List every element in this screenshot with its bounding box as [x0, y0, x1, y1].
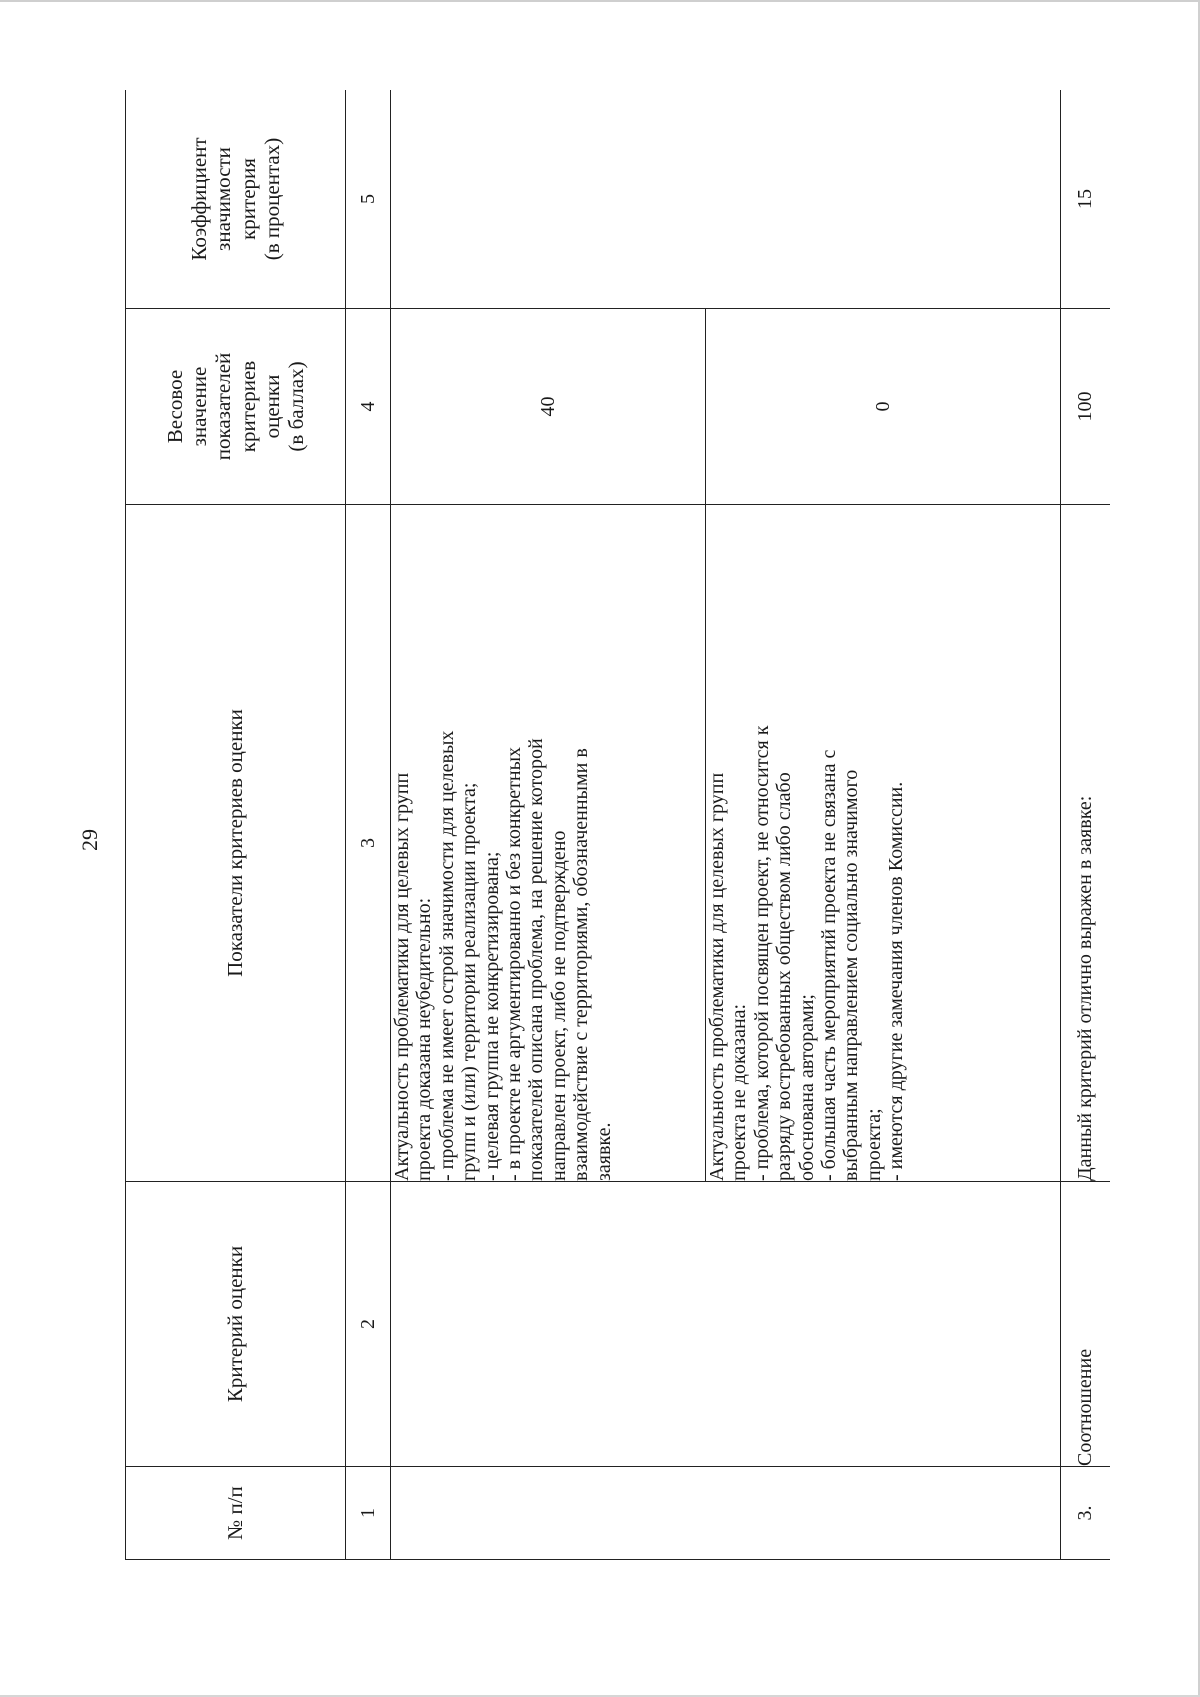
- page-number: 29: [77, 829, 102, 851]
- points-value: 40: [391, 309, 706, 505]
- column-number: 3: [346, 505, 391, 1182]
- header-indicators: Показатели критериев оценки: [126, 505, 346, 1182]
- rotated-table-frame: [125, 90, 1110, 1560]
- header-coefficient: Коэффициент значимости критерия (в процентах): [126, 90, 346, 309]
- column-number: 2: [346, 1182, 391, 1467]
- header-row: [126, 90, 346, 1560]
- points-value: 100: [1061, 309, 1111, 505]
- column-number: 1: [346, 1467, 391, 1560]
- column-number: 5: [346, 90, 391, 309]
- criterion-cell-empty: [391, 1182, 1061, 1467]
- indicator-description: Актуальность проблематики для целевых групп проекта не доказана: - проблема, которой посвящен проект, не относится к разряду востребованных обществом либо слабо обоснована авторами; - большая часть мероприятий проекта не связана с выбранным направлением социально значимого проекта; - имеются другие замечания членов Комиссии.: [706, 505, 1061, 1182]
- column-number: 4: [346, 309, 391, 505]
- header-weight: Весовое значение показателей критериев оценки (в баллах): [126, 309, 346, 505]
- indicator-description: Данный критерий отлично выражен в заявке:: [1061, 505, 1111, 1182]
- criteria-table: [125, 90, 1110, 1560]
- coefficient-cell-empty: [391, 90, 1061, 309]
- points-value: 0: [706, 309, 1061, 505]
- landscape-page: [125, 90, 1110, 1560]
- header-number: № п/п: [126, 1467, 346, 1560]
- number-cell-empty: [391, 1467, 1061, 1560]
- scan-edge-top: [0, 0, 1200, 2]
- indicator-description: Актуальность проблематики для целевых групп проекта доказана неубедительно: - проблема не имеет острой значимости для целевых групп и (или) территории реализации проекта; - целевая группа не конкретизирована; - в проекте не аргументированно и без конкретных показателей описана проблема, на решение которой направлен проект, либо не подтверждено взаимодействие с территориями, обозначенными в заявке.: [391, 505, 706, 1182]
- table-row: [1061, 90, 1111, 1560]
- column-number-row: [346, 90, 391, 1560]
- criterion-name: Соотношение: [1061, 1182, 1111, 1467]
- coefficient-value: 15: [1061, 90, 1111, 309]
- table-row: [391, 90, 706, 1560]
- row-number: 3.: [1061, 1467, 1111, 1560]
- header-criterion: Критерий оценки: [126, 1182, 346, 1467]
